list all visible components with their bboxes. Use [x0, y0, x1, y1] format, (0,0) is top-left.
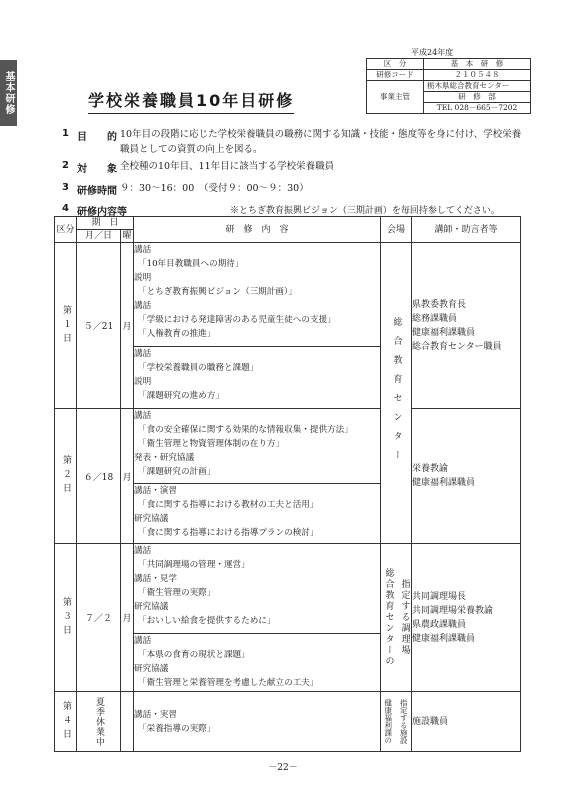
table-row-weekday: 月 — [121, 243, 134, 409]
header-content: 研 修 内 容 — [134, 217, 381, 243]
table-row-weekday: 月 — [121, 544, 134, 692]
category-label: 区 分 — [367, 59, 424, 70]
organizer-line: 研 修 部 — [424, 92, 531, 103]
section-label: 目 的 — [77, 132, 117, 143]
section-text: 10年目の段階に応じた学校栄養職員の職務に関する知識・技能・態度等を身に付け、学校栄養職員としての資質の向上を図る。 — [120, 129, 522, 155]
table-row-weekday — [121, 692, 134, 752]
lecturer-cell: 共同調理場長 共同調理場栄養教諭 県農政課職員 健康福利課職員 — [412, 544, 521, 692]
header-kijitsu: 期 日 — [77, 217, 134, 230]
section-text: 全校種の10年目、11年目に該当する学校栄養職員 — [120, 161, 335, 172]
content-block: 講話 「学校栄養職員の職務と課題」 説明 「課題研究の進め方」 — [134, 347, 381, 409]
code-value: ２１０５４８ — [424, 70, 531, 81]
fiscal-year: 平成24年度 — [411, 48, 454, 57]
page-title: 学校栄養職員10年目研修 — [88, 88, 294, 114]
code-label: 研修コード — [367, 70, 424, 81]
lecturer-cell: 施設職員 — [412, 692, 521, 752]
table-row-date: ６／18 — [77, 409, 121, 544]
header-kubun: 区分 — [55, 217, 77, 243]
organizer-label: 事業主管 — [367, 81, 424, 114]
venue-cell: 総合教育センター — [381, 243, 412, 544]
table-row-date: ７／２ — [77, 544, 121, 692]
section-label: 対 象 — [77, 164, 117, 175]
table-row-kubun: 第２日 — [55, 409, 77, 544]
table-row-kubun: 第３日 — [55, 544, 77, 692]
content-block: 講話・演習 「食に関する指導における教材の工夫と活用」 研究協議 「食に関する指導における指導プランの検討」 — [134, 484, 381, 544]
table-row-kubun: 第１日 — [55, 243, 77, 409]
section-number: 4 — [62, 203, 69, 214]
info-box — [366, 58, 531, 114]
content-block: 講話 「本県の食育の現状と課題」 研究協議 「衛生管理と栄養管理を考慮した献立の工夫」 — [134, 634, 381, 692]
organizer-line: TEL 028－665－7202 — [424, 103, 531, 114]
section-note: ※とちぎ教育振興ビジョン（三期計画）を毎回持参してください。 — [230, 206, 500, 216]
content-block: 講話 「食の安全確保に関する効果的な情報収集・提供方法」 「衛生管理と物資管理体制の在り方」 発表・研究協議 「課題研究の計画」 — [134, 409, 381, 484]
side-tab: 基本研修 — [0, 60, 17, 126]
section-label: 研修時間 — [77, 186, 117, 197]
table-row-date: ５／21 — [77, 243, 121, 409]
table-row-kubun: 第４日 — [55, 692, 77, 752]
content-block: 講話 「10年目教職員への期待」 説明 「とちぎ教育振興ビジョン（三期計画）」 講話 「学級における発達障害のある児童生徒への支援」 「人権教育の推進」 — [134, 243, 381, 347]
table-row-weekday: 月 — [121, 409, 134, 544]
page-number: －22－ — [268, 763, 298, 773]
lecturer-cell: 栄養教諭 健康福利課職員 — [412, 409, 521, 544]
organizer-line: 栃木県総合教育センター — [424, 81, 531, 92]
section-label: 研修内容等 — [77, 207, 127, 218]
header-weekday: 曜 — [122, 231, 132, 241]
schedule-table — [54, 216, 521, 752]
header-venue: 会場 — [381, 217, 412, 243]
content-block: 講話 「共同調理場の管理・運営」 講話・見学 「衛生管理の実際」 研究協議 「おいしい給食を提供するために」 — [134, 544, 381, 634]
venue-cell: 指定する施設 健康福利課の — [381, 692, 412, 752]
header-date: 月／日 — [77, 230, 121, 243]
section-text: ９：30～16：00 （受付９：00～９：30） — [120, 183, 309, 194]
table-row-date: 夏季休業中 — [77, 692, 121, 752]
content-block: 講話・実習 「栄養指導の実際」 — [134, 692, 381, 752]
section-number: 1 — [62, 128, 69, 139]
category-value: 基 本 研 修 — [424, 59, 531, 70]
venue-cell: 指定する調理場 総合教育センターの — [381, 544, 412, 692]
header-lecturer: 講師・助言者等 — [412, 217, 521, 243]
lecturer-cell: 県教委教育長 総務課職員 健康福利課職員 総合教育センター職員 — [412, 243, 521, 409]
section-number: 2 — [62, 160, 69, 171]
section-number: 3 — [62, 182, 69, 193]
